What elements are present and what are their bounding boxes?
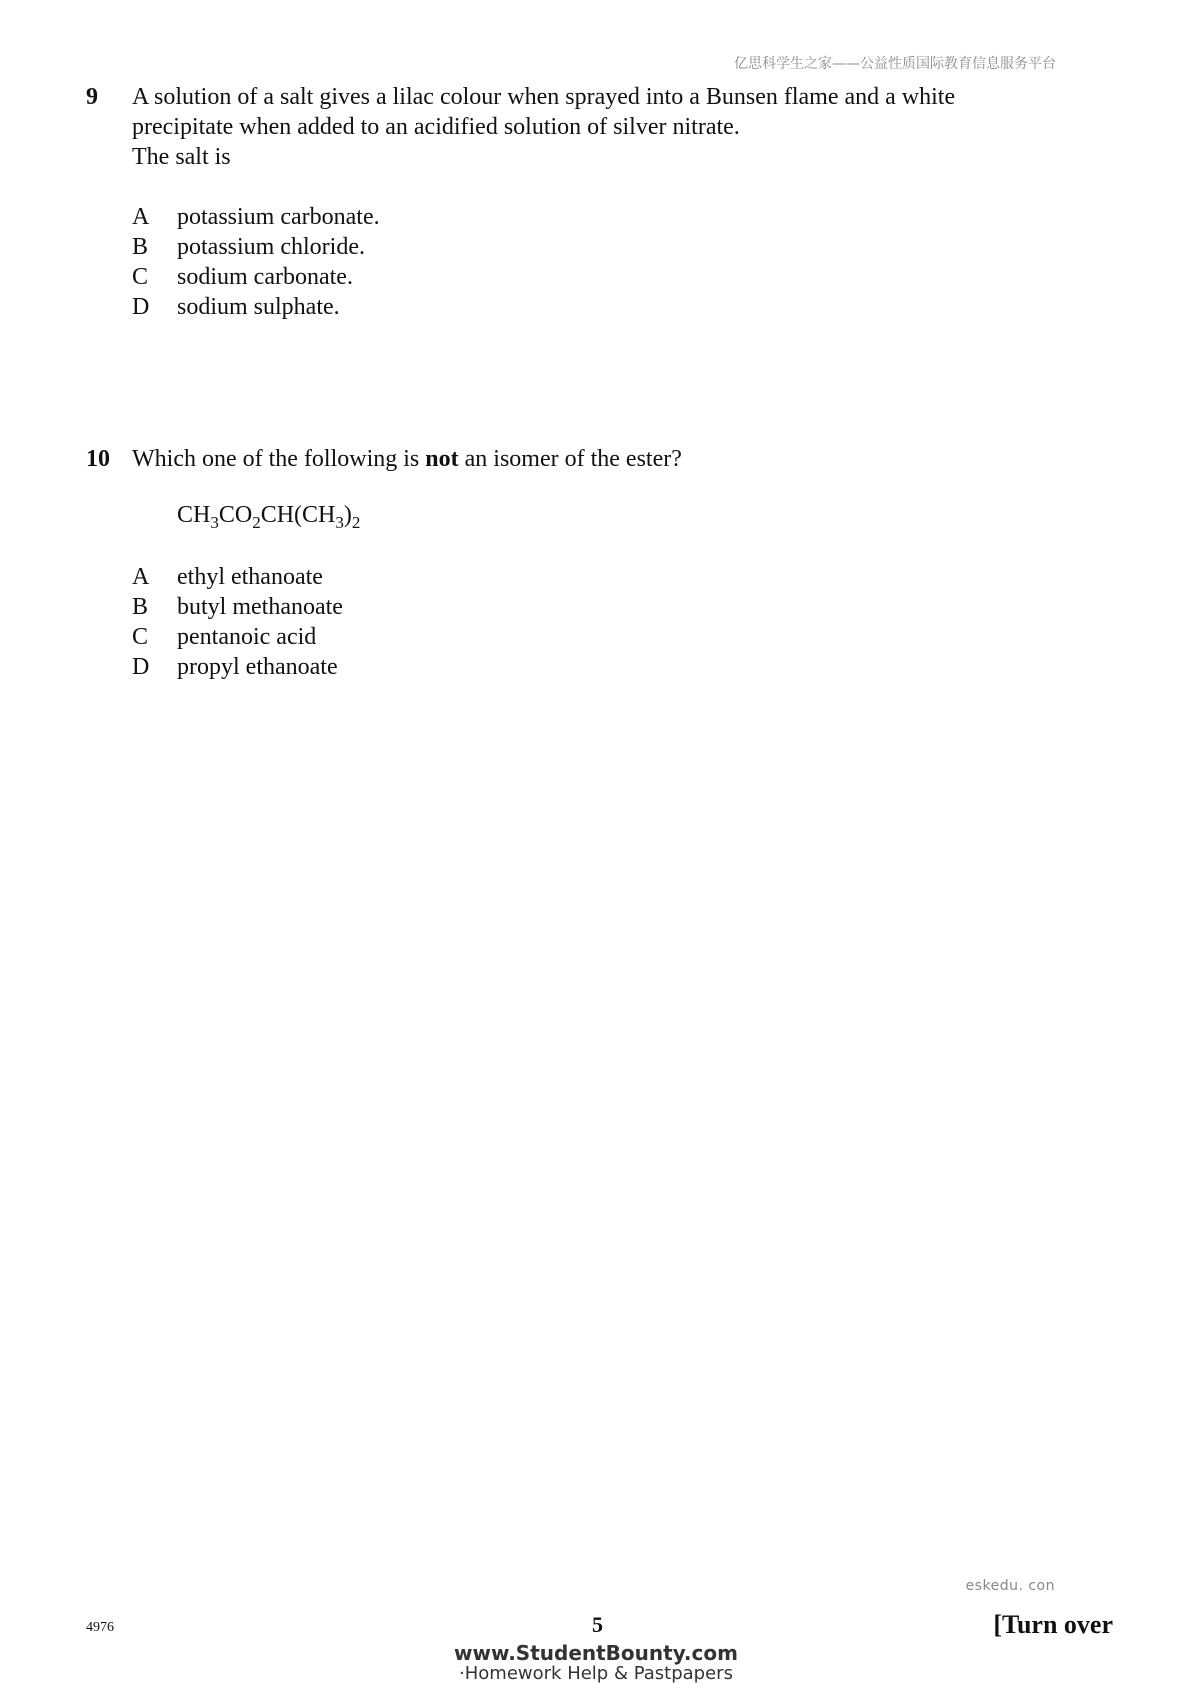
formula-part: CH(CH [260, 502, 336, 528]
question-body [132, 82, 1092, 322]
option-letter: D [132, 294, 150, 320]
formula-part: CH [177, 502, 211, 528]
option-d[interactable] [132, 292, 1092, 322]
question-body [132, 444, 1092, 682]
option-letter: A [132, 204, 150, 230]
option-text: pentanoic acid [177, 624, 317, 650]
footer-site: eskedu. con [965, 1578, 1055, 1594]
formula-subscript: 3 [335, 513, 344, 532]
option-text: sodium carbonate. [177, 264, 353, 290]
question-text [132, 444, 1092, 474]
question-number: 9 [86, 84, 98, 110]
watermark-tagline: ·Homework Help & Pastpapers [459, 1663, 733, 1684]
header-note: 亿思科学生之家——公益性质国际教育信息服务平台 [734, 56, 1056, 72]
option-d[interactable] [132, 652, 1092, 682]
option-text: ethyl ethanoate [177, 564, 323, 590]
question-text-line: The salt is [132, 144, 231, 170]
option-b[interactable] [132, 592, 1092, 622]
option-b[interactable] [132, 232, 1092, 262]
option-c[interactable] [132, 622, 1092, 652]
options-list [132, 562, 1092, 682]
option-letter: A [132, 564, 150, 590]
question-text-line: A solution of a salt gives a lilac colour when sprayed into a Bunsen flame and a white [132, 84, 956, 110]
question-text-end: an isomer of the ester? [458, 446, 682, 472]
options-list [132, 202, 1092, 322]
option-c[interactable] [132, 262, 1092, 292]
watermark [448, 1642, 744, 1684]
question-text-line: precipitate when added to an acidified solution of silver nitrate. [132, 114, 740, 140]
turn-over-label: [Turn over [993, 1610, 1113, 1639]
question-text-start: Which one of the following is [132, 446, 426, 472]
page-number: 5 [592, 1612, 603, 1637]
question-number: 10 [86, 446, 110, 472]
watermark-site: www.StudentBounty.com [454, 1641, 738, 1665]
option-letter: B [132, 594, 149, 620]
option-text: potassium chloride. [177, 234, 365, 260]
option-a[interactable] [132, 202, 1092, 232]
paper-code: 4976 [86, 1620, 114, 1635]
option-letter: D [132, 654, 150, 680]
option-text: sodium sulphate. [177, 294, 340, 320]
option-letter: C [132, 264, 149, 290]
option-text: potassium carbonate. [177, 204, 380, 230]
formula-part: ) [343, 502, 352, 528]
formula-subscript: 3 [210, 513, 219, 532]
option-text: butyl methanoate [177, 594, 343, 620]
formula-subscript: 2 [252, 513, 261, 532]
question-text-emphasis: not [425, 446, 459, 472]
option-letter: C [132, 624, 149, 650]
formula-part: CO [218, 502, 253, 528]
option-letter: B [132, 234, 149, 260]
formula-subscript: 2 [351, 513, 361, 532]
option-text: propyl ethanoate [177, 654, 338, 680]
option-a[interactable] [132, 562, 1092, 592]
ester-formula [177, 500, 1092, 540]
